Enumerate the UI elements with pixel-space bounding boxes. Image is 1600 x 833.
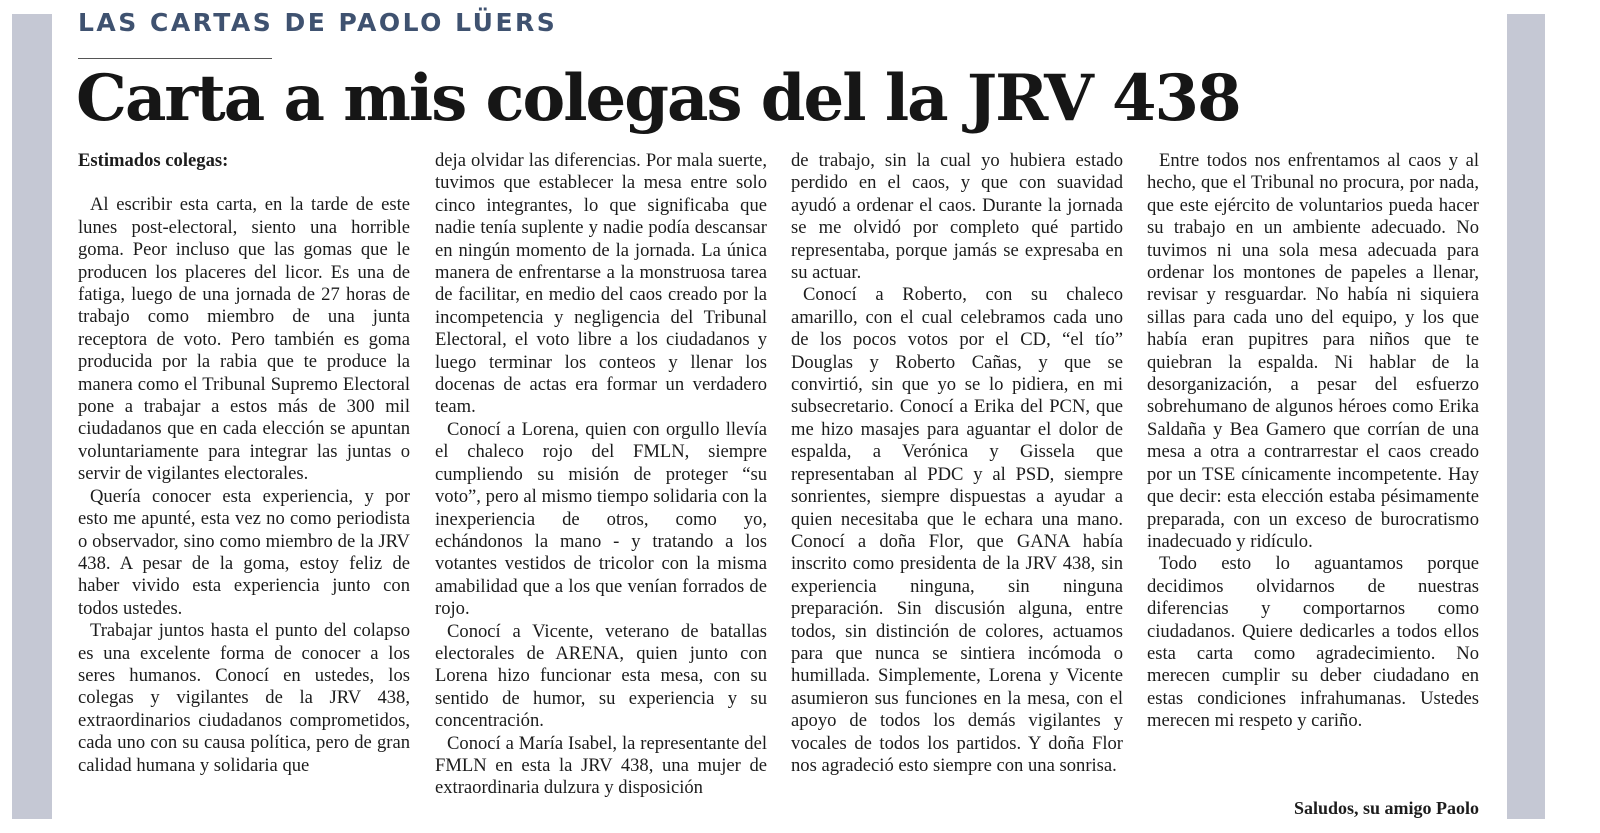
kicker-rule bbox=[78, 58, 272, 59]
right-margin-bar bbox=[1507, 14, 1545, 819]
article-headline: Carta a mis colegas del la JRV 438 bbox=[76, 61, 1240, 136]
column-kicker: LAS CARTAS DE PAOLO LÜERS bbox=[78, 8, 558, 37]
salutation: Estimados colegas: bbox=[78, 150, 229, 171]
paragraph: Todo esto lo aguantamos porque decidimos olvidarnos de nuestras diferencias y comportarnos como ciudadanos. Quiere dedicarles a todos ellos esta carta como agradecimiento. No merecen cumplir su deber ciudadano en estas condiciones infrahumanas. Ustedes merecen mi respeto y cariño. bbox=[1147, 553, 1479, 732]
paragraph: Conocí a Lorena, quien con orgullo llevía el chaleco rojo del FMLN, siempre cumpliendo su misión de proteger “su voto”, pero al mismo tiempo solidaria con la inexperiencia de otros, como yo, echándonos la mano - y tratando a los votantes vestidos de tricolor con la misma amabilidad que a los que venían forrados de rojo. bbox=[435, 418, 767, 620]
paragraph: Conocí a Roberto, con su chaleco amarillo, con el cual celebramos cada uno de los pocos votos por el CD, “el tío” Douglas y Roberto Cañas, y que se convirtió, sin que yo se lo pidiera, en mi subsecretario. Conocí a Erika del PCN, que me hizo masajes para aguantar el dolor de espalda, a Verónica y Gissela que representaban al PDC y al PSD, siempre sonrientes, siempre dispuestas a ayudar a quien necesitaba que le echara una mano. Conocí a doña Flor, que GANA había inscrito como presidenta de la JRV 438, sin experiencia ninguna, sin ninguna preparación. Sin discusión alguna, entre todos, sin distinción de colores, actuamos para que nunca se sintiera incómoda o humillada. Simplemente, Lorena y Vicente asumieron sus funciones en la mesa, con el apoyo de todos los demás vigilantes y vocales de todos los partidos. Y doña Flor nos agradeció esto siempre con una sonrisa. bbox=[791, 284, 1123, 776]
paragraph: Entre todos nos enfrentamos al caos y al hecho, que el Tribunal no procura, por nada, que este ejército de voluntarios pueda hacer su trabajo en un ambiente adecuado. No tuvimos ni una sola mesa adecuada para ordenar los montones de papeles a llenar, revisar y resguardar. No había ni siquiera sillas para cada uno del equipo, y los que había eran pupitres para niños que te quiebran la espalda. Ni hablar de la desorganización, a pesar del esfuerzo sobrehumano de algunos héroes como Erika Saldaña y Bea Gamero que corrían de una mesa a otra a contrarrestar el caos creado por un TSE cínicamente incompetente. Hay que decir: esta elección estaba pésimamente preparada, con un exceso de burocratismo inadecuado y ridículo. bbox=[1147, 150, 1479, 552]
paragraph-continued: de trabajo, sin la cual yo hubiera estado perdido en el caos, y que con suavidad ayudó a ordenar el caos. Durante la jornada se me olvidó por completo qué partido representaba, porque jamás se expresaba en su actuar. bbox=[791, 150, 1123, 284]
left-margin-bar bbox=[12, 14, 52, 819]
article-column-4 bbox=[1147, 150, 1479, 733]
paragraph: Conocí a Vicente, veterano de batallas electorales de ARENA, quien junto con Lorena hizo funcionar esta mesa, con su sentido de humor, su experiencia y su concentración. bbox=[435, 620, 767, 732]
closing-signature: Saludos, su amigo Paolo bbox=[1293, 798, 1479, 818]
paragraph: Trabajar juntos hasta el punto del colapso es una excelente forma de conocer a los seres humanos. Conocí en ustedes, los colegas y vigilantes de la JRV 438, extraordinarios ciudadanos comprometidos, cada uno con su causa política, pero de gran calidad humana y solidaria que bbox=[78, 620, 410, 776]
paragraph: Quería conocer esta experiencia, y por esto me apunté, esta vez no como periodista o observador, sino como miembro de la JRV 438. A pesar de la goma, estoy feliz de haber vivido esta experiencia junto con todos ustedes. bbox=[78, 485, 410, 619]
article-column-3 bbox=[791, 150, 1123, 777]
paragraph: Conocí a María Isabel, la representante del FMLN en esta la JRV 438, una mujer de extraordinaria dulzura y disposición bbox=[435, 732, 767, 799]
article-column-1 bbox=[78, 150, 410, 777]
article-column-2 bbox=[435, 150, 767, 800]
paragraph-continued: deja olvidar las diferencias. Por mala suerte, tuvimos que establecer la mesa entre solo cinco integrantes, lo que significaba que nadie tenía suplente y nadie podía descansar en ningún momento de la jornada. La única manera de enfrentarse a la monstruosa tarea de facilitar, en medio del caos creado por la incompetencia y negligencia del Tribunal Electoral, el voto libre a los ciudadanos y luego terminar los conteos y llenar los docenas de actas era formar un verdadero team. bbox=[435, 150, 767, 418]
paragraph: Al escribir esta carta, en la tarde de este lunes post-electoral, siento una horrible goma. Peor incluso que las gomas que le producen los placeres del licor. Es una de fatiga, luego de una jornada de 27 horas de trabajo como miembro de una junta receptora de voto. Pero también es goma producida por la rabia que te produce la manera como el Tribunal Supremo Electoral pone a trabajar a estos más de 300 mil ciudadanos que en cada elección se apuntan voluntariamente para integrar las juntas o servir de vigilantes electorales. bbox=[78, 194, 410, 485]
